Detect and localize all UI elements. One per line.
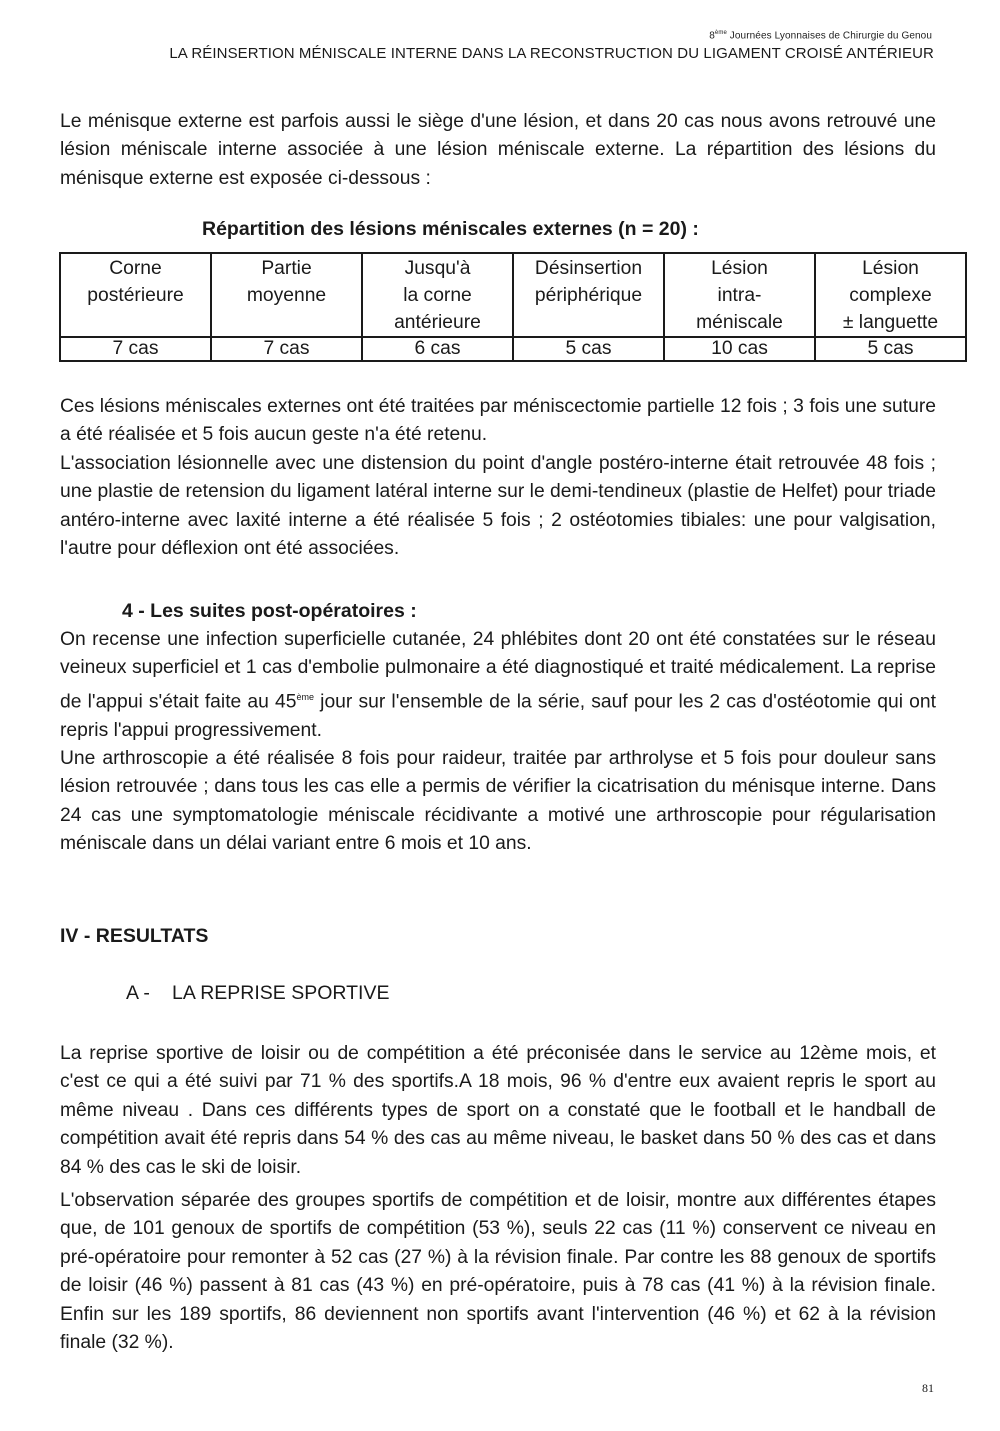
table-value-cell: 10 cas <box>664 337 815 361</box>
page-number: 81 <box>922 1381 934 1395</box>
section-4-title: 4 - Les suites post-opératoires : <box>122 600 417 622</box>
results-paragraph-2: L'observation séparée des groupes sportifs de compétition et de loisir, montre aux différentes étapes que, de 101 genoux de sportifs de compétition (53 %), seuls 22 cas (11 %) conservent ce niveau en pré-opératoire pour remonter à 52 cas (27 %) à la révision finale. Par contre les 88 genoux de sportifs de loisir (46 %) passent à 81 cas (43 %) en pré-opératoire, puis à 78 cas (41 %) à la révision finale. Enfin sur les 189 sportifs, 86 deviennent non sportifs avant l'intervention (46 %) et 62 à la révision finale (32 %). <box>60 1190 936 1354</box>
table-header-row <box>60 253 966 337</box>
table-header-cell: Lésion intra- méniscale <box>664 253 815 337</box>
table-value-cell: 7 cas <box>60 337 211 361</box>
table-value-cell: 5 cas <box>513 337 664 361</box>
table-value-cell: 5 cas <box>815 337 966 361</box>
lesions-table <box>59 252 967 362</box>
header-edition-number: 8 <box>709 30 715 42</box>
subsection-title: LA REPRISE SPORTIVE <box>172 982 390 1004</box>
table-title: Répartition des lésions méniscales externes (n = 20) : <box>202 218 699 240</box>
treatment-paragraph: Ces lésions méniscales externes ont été traitées par méniscectomie partielle 12 fois ; 3 fois une suture a été réalisée et 5 fois aucun geste n'a été retenu. <box>60 396 936 446</box>
results-subsection-a <box>126 982 389 1005</box>
header-conference-name: Journées Lyonnaises de Chirurgie du Genou <box>729 30 932 42</box>
header-edition-suffix: ème <box>714 30 727 36</box>
table-value-cell: 7 cas <box>211 337 362 361</box>
results-paragraph-1: La reprise sportive de loisir ou de compétition a été préconisée dans le service au 12ème mois, et c'est ce qui a été suivi par 71 % des sportifs.A 18 mois, 96 % d'entre eux avaient repris le sport au même niveau . Dans ces différents types de sport on a constaté que le football et le handball de compétition avait été repris dans 54 % des cas au même niveau, le basket dans 50 % des cas et dans 84 % des cas le ski de loisir. <box>60 1043 936 1178</box>
intro-paragraph: Le ménisque externe est parfois aussi le siège d'une lésion, et dans 20 cas nous avons retrouvé une lésion méniscale interne associée à une lésion méniscale externe. La répartition des lésions du ménisque externe est exposée ci-dessous : <box>60 111 936 189</box>
association-paragraph: L'association lésionnelle avec une distension du point d'angle postéro-interne était retrouvée 48 fois ; une plastie de retension du ligament latéral interne sur le demi-tendineux (plastie de Helfet) pour triade antéro-interne avec laxité interne a été réalisée 5 fois ; 2 ostéotomies tibiales: une pour valgisation, l'autre pour déflexion ont été associées. <box>60 453 936 560</box>
table-value-cell: 6 cas <box>362 337 513 361</box>
table-header-cell: Partie moyenne <box>211 253 362 337</box>
subsection-label: A - <box>126 982 150 1004</box>
running-header-title: LA RÉINSERTION MÉNISCALE INTERNE DANS LA RECONSTRUCTION DU LIGAMENT CROISÉ ANTÉRIEUR <box>169 45 934 62</box>
table-header-cell: Lésion complexe ± languette <box>815 253 966 337</box>
results-title: IV - RESULTATS <box>60 925 209 947</box>
lesions-table-wrapper <box>59 252 967 362</box>
running-header-conference <box>709 30 932 41</box>
table-header-cell: Corne postérieure <box>60 253 211 337</box>
section-4-paragraph-1: On recense une infection superficielle cutanée, 24 phlébites dont 20 ont été constatées sur le réseau veineux superficiel et 1 cas d'embolie pulmonaire a été diagnostiqué et traité médicalement. La reprise de l'appui s'était faite au 45ème jour sur l'ensemble de la série, sauf pour les 2 cas d'ostéotomie qui ont repris l'appui progressivement. <box>60 629 936 741</box>
table-header-cell: Jusqu'à la corne antérieure <box>362 253 513 337</box>
table-values-row <box>60 337 966 361</box>
table-header-cell: Désinsertion périphérique <box>513 253 664 337</box>
section-4-paragraph-2: Une arthroscopie a été réalisée 8 fois pour raideur, traitée par arthrolyse et 5 fois pour douleur sans lésion retrouvée ; dans tous les cas elle a permis de vérifier la cicatrisation du ménisque interne. Dans 24 cas une symptomatologie méniscale récidivante a motivé une arthroscopie pour régularisation méniscale dans un délai variant entre 6 mois et 10 ans. <box>60 748 936 855</box>
